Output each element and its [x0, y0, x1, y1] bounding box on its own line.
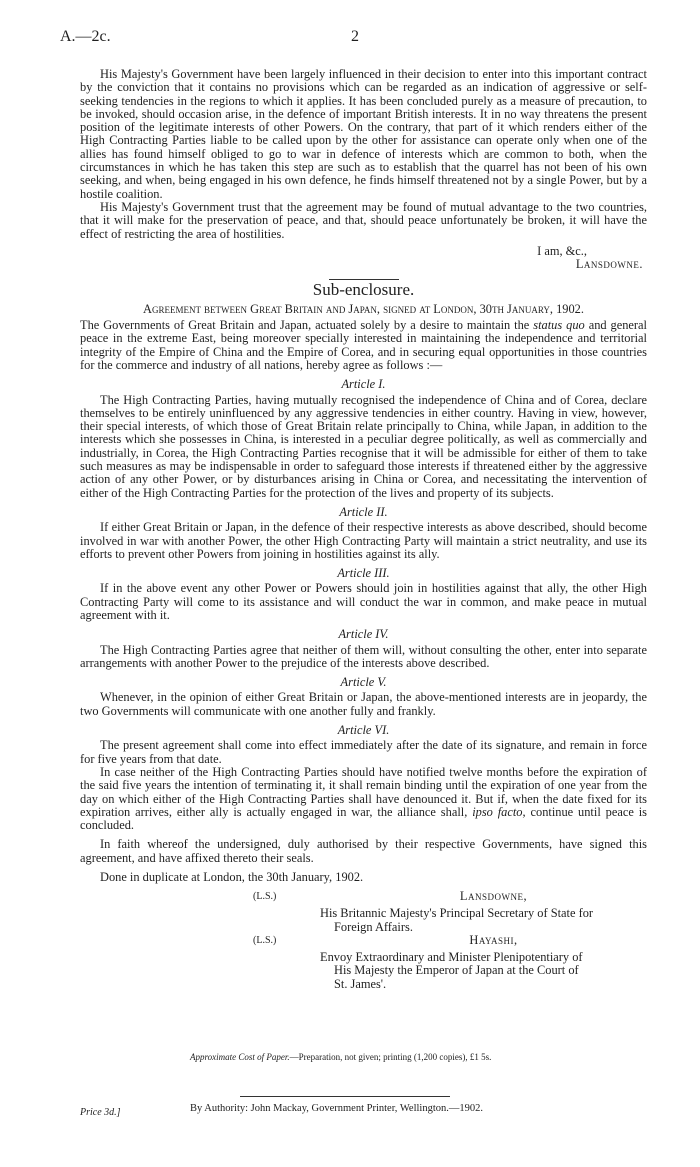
price-note: Price 3d.] — [80, 1107, 121, 1118]
agreement-preamble: The Governments of Great Britain and Japan, actuated solely by a desire to maintain the status quo and general peace in the extreme East, being moreover specially interested in maintaining the independence and territorial integrity of the Empire of China and the Empire of Corea, and in securing equal opportunities in those countries for the commerce and industry of all nations, hereby agree as follows :— — [80, 318, 647, 372]
signatory-name: Lansdowne, — [459, 889, 528, 904]
letter-paragraph-2: His Majesty's Government trust that the agreement may be found of mutual advantage to the two countries, that it will make for the preservation of peace, and that, should peace unfortunately be broken, it will have the effect of restricting the area of hostilities. — [80, 199, 647, 241]
seal-mark: (L.S.) — [253, 934, 277, 946]
signatory-2-office: Envoy Extraordinary and Minister Plenipotentiary of His Majesty the Emperor of Japan at the Court of St. James'. — [320, 949, 583, 991]
article-1-title: Article I. — [341, 377, 386, 392]
page-number: 2 — [351, 28, 359, 45]
article-4-title: Article IV. — [338, 627, 389, 642]
signatory-1 — [80, 890, 647, 907]
agreement-title: Agreement between Great Britain and Japan, signed at London, 30th January, 1902. — [143, 301, 584, 316]
article-2-title: Article II. — [339, 504, 388, 519]
letter-paragraph-1: His Majesty's Government have been largely influenced in their decision to enter into this important contract by the conviction that it contains no provisions which can be regarded as an indication of aggressive or self-seeking tendencies in the regions to which it applies. It has been concluded purely as a measure of precaution, to be invoked, should occasion arise, in the defence of important British interests. It in no way threatens the present position of the legitimate interests of other Powers. On the contrary, that part of it which renders either of the High Contracting Parties liable to be called upon by the other for assistance can operate only when one of the allies has found himself obliged to go to war in defence of interests which are common to both, when the circumstances in which he has taken this step are such as to establish that the quarrel has not been of his own seeking, and when, being engaged in his own defence, he finds himself threatened not by a single Power, but by a hostile coalition. — [80, 67, 647, 201]
article-3-text: If in the above event any other Power or Powers should join in hostilities against that ally, the other High Contracting Party will come to its assistance and will conduct the war in common, and make peace in mutual agreement with it. — [80, 581, 647, 622]
page-header — [60, 28, 650, 48]
printer-authority: By Authority: John Mackay, Government Printer, Wellington.—1902. — [190, 1103, 483, 1114]
letter-signature: Lansdowne. — [575, 257, 643, 272]
seal-mark: (L.S.) — [253, 891, 277, 903]
letter-closing: I am, &c., — [537, 243, 587, 258]
article-1-text: The High Contracting Parties, having mutually recognised the independence of China and of Corea, declare themselves to be entirely uninfluenced by any aggressive tendencies in either country. Having in view, however, their special interests, of which those of Great Britain relate principally to China, while Japan, in addition to the interests which she possesses in China, is interested in a peculiar degree politically, as well as commercially and industrially, in Corea, the High Contracting Parties recognise that it will be admissible for either of them to take such measures as may be indispensable in order to safeguard those interests if threatened either by the aggressive action of any other Power, or by disturbances arising in China or Corea, and necessitating the intervention of either of the High Contracting Parties for the protection of the lives and property of its subjects. — [80, 392, 647, 500]
subenclosure-heading: Sub-enclosure. — [312, 280, 415, 300]
document-reference: A.—2c. — [60, 28, 111, 45]
article-5-text: Whenever, in the opinion of either Great Britain or Japan, the above-mentioned interests are in jeopardy, the two Governments will communicate with one another fully and frankly. — [80, 690, 647, 718]
signatory-name: Hayashi, — [469, 932, 518, 947]
cost-of-paper-note: Approximate Cost of Paper.—Preparation, not given; printing (1,200 copies), £1 5s. — [190, 1052, 492, 1062]
article-4-text: The High Contracting Parties agree that neither of them will, without consulting the other, enter into separate arrangements with another Power to the prejudice of the interests above described. — [80, 642, 647, 670]
done-clause: Done in duplicate at London, the 30th January, 1902. — [100, 870, 364, 885]
signatory-1-office: His Britannic Majesty's Principal Secretary of State for Foreign Affairs. — [320, 906, 594, 934]
article-2-text: If either Great Britain or Japan, in the defence of their respective interests as above described, should become involved in war with another Power, the other High Contracting Party will maintain a strict neutrality, and use its efforts to prevent other Powers from joining in hostilities against its ally. — [80, 520, 647, 561]
article-6-title: Article VI. — [337, 723, 390, 738]
article-3-title: Article III. — [337, 566, 390, 581]
witness-clause: In faith whereof the undersigned, duly authorised by their respective Governments, have signed this agreement, and have affixed thereto their seals. — [80, 837, 647, 865]
signatory-2 — [80, 934, 647, 951]
document-body — [80, 68, 647, 991]
article-5-title: Article V. — [340, 675, 387, 690]
footer-divider — [240, 1096, 450, 1097]
article-6-paragraph-1: The present agreement shall come into effect immediately after the date of its signature, and remain in force for five years from that date. — [80, 738, 647, 766]
article-6-paragraph-2: In case neither of the High Contracting Parties should have notified twelve months before the expiration of the said five years the intention of terminating it, it shall remain binding until the expiration of one year from the day on which either of the High Contracting Parties shall have denounced it. But if, when the date fixed for its expiration arrives, either ally is actually engaged in war, the alliance shall, ipso facto, continue until peace is concluded. — [80, 764, 647, 833]
